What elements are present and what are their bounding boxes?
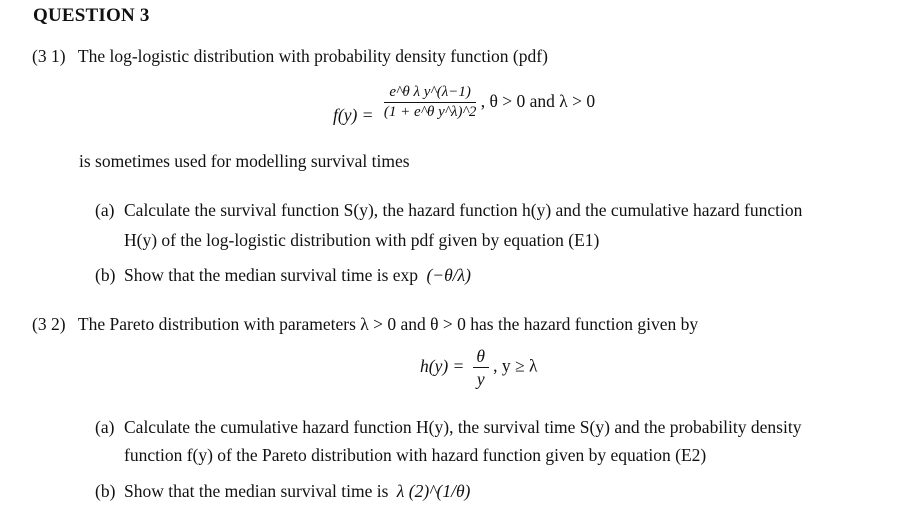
hazard-denominator: y xyxy=(476,369,485,390)
q32-number: (3 2) xyxy=(32,314,66,334)
pdf-numerator: e^θ λ y^(λ−1) xyxy=(389,84,471,100)
q32-intro: The Pareto distribution with parameters λ > 0 and θ > 0 has the hazard function given by xyxy=(77,314,699,334)
q31-part-a-line2: H(y) of the log-logistic distribution with pdf given by equation (E1) xyxy=(124,230,600,250)
q31-part-a-label: (a) xyxy=(95,200,115,220)
q31-intro-line xyxy=(32,46,548,67)
q31-pdf-equation xyxy=(333,84,596,125)
pdf-fraction xyxy=(384,84,477,122)
pdf-conditions: , θ > 0 and λ > 0 xyxy=(480,90,596,111)
q31-part-b-line xyxy=(124,265,471,286)
q32-hazard-equation xyxy=(420,346,537,389)
hazard-conditions: , y ≥ λ xyxy=(493,355,538,376)
hazard-numerator: θ xyxy=(476,346,486,366)
pdf-lhs: f(y) = xyxy=(333,104,374,125)
q31-part-b-text: Show that the median survival time is exp xyxy=(124,265,419,285)
q32-part-a-label: (a) xyxy=(95,417,115,437)
question-heading: QUESTION 3 xyxy=(33,5,150,26)
q32-part-b-expr: λ (2)^(1/θ) xyxy=(396,481,471,501)
q32-intro-line xyxy=(32,314,698,335)
q31-followup: is sometimes used for modelling survival times xyxy=(79,151,410,171)
q32-part-b-text: Show that the median survival time is xyxy=(124,481,389,501)
pdf-denominator: (1 + e^θ y^λ)^2 xyxy=(383,104,477,121)
hazard-fraction xyxy=(473,346,489,389)
q32-part-a-line2: function f(y) of the Pareto distribution with hazard function given by equation (E2) xyxy=(124,445,707,465)
hazard-fraction-bar xyxy=(473,367,489,368)
q31-part-b-label: (b) xyxy=(95,265,116,285)
q31-number: (3 1) xyxy=(32,46,66,66)
q32-part-a-line1: Calculate the cumulative hazard function H(y), the survival time S(y) and the probability density xyxy=(124,417,802,437)
pdf-fraction-bar xyxy=(384,102,477,103)
q31-intro: The log-logistic distribution with probability density function (pdf) xyxy=(77,46,548,66)
hazard-lhs: h(y) = xyxy=(420,355,465,376)
q31-part-b-expr: (−θ/λ) xyxy=(426,265,471,285)
q32-part-b-line xyxy=(124,481,470,502)
q31-part-a-line1: Calculate the survival function S(y), the hazard function h(y) and the cumulative hazard function xyxy=(124,200,803,220)
q32-part-b-label: (b) xyxy=(95,481,116,501)
